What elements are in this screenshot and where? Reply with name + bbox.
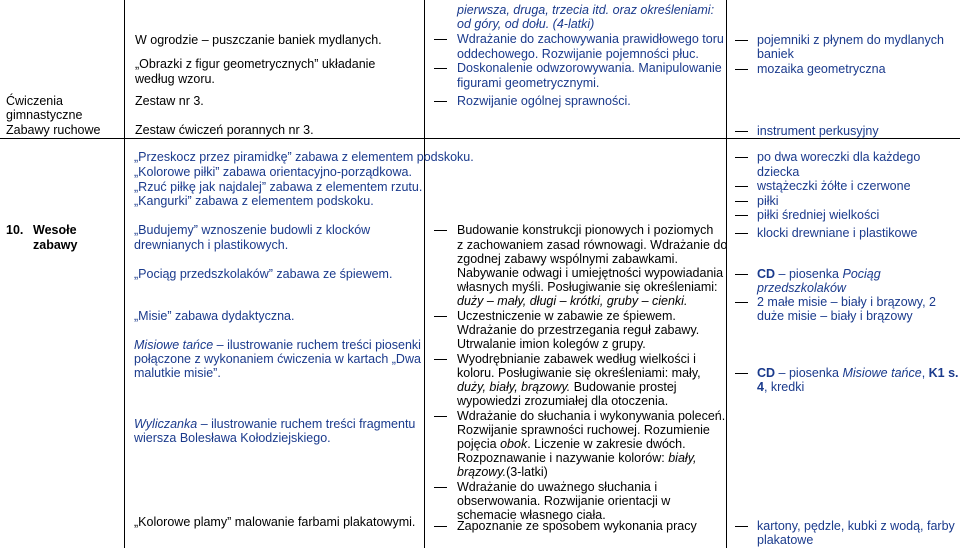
material-line: pojemniki z płynem do mydlanych [757,33,944,47]
goal-line: Rozwijanie sprawności ruchowej. Rozumienie [457,423,710,437]
label-cwiczenia: Ćwiczenia [6,94,63,108]
dash-bullet [735,274,748,275]
activity-line: Wyliczanka – ilustrowanie ruchem treści fragmentu [134,417,416,431]
dash-bullet [735,40,748,41]
activity-line: wiersza Bolesława Kołodziejskiego. [134,431,331,445]
goal-line: z zachowaniem zasad równowagi. Wdrażanie do [457,238,728,252]
dash-bullet [735,373,748,374]
material-line: CD – piosenka Misiowe tańce, K1 s. [757,366,959,380]
dash-bullet [434,39,447,40]
dash-bullet [735,69,748,70]
goal-line: Utrwalanie imion kolegów z grupy. [457,337,646,351]
dash-bullet [735,215,748,216]
material-line: piłki średniej wielkości [757,208,880,222]
top-activity-line: Zestaw nr 3. [135,94,204,108]
dash-bullet [434,416,447,417]
material-line: instrument perkusyjny [757,124,879,138]
goal-line: Wdrażanie do przestrzegania reguł zabawy. [457,323,700,337]
goal-line: obserwowania. Rozwijanie orientacji w [457,494,671,508]
goal-line: koloru. Posługiwanie się określeniami: mały, [457,366,701,380]
goal-line: Rozwijanie ogólnej sprawności. [457,94,631,108]
goal-line: duży – mały, długi – krótki, gruby – cienki. [457,294,688,308]
activity-line: „Budujemy” wznoszenie budowli z klocków [134,223,371,237]
goal-line: Wdrażanie do zachowywania prawidłowego toru [457,32,724,46]
dash-bullet [735,302,748,303]
activity-line: drewnianych i plastikowych. [134,238,289,252]
goal-line: Wdrażanie do uważnego słuchania i [457,480,658,494]
dash-bullet [735,131,748,132]
column-divider-3 [726,0,727,548]
material-line: wstążeczki żółte i czerwone [757,179,911,193]
top-activity-line: według wzoru. [135,72,215,86]
column-divider-1 [124,0,125,548]
goal-line: Zapoznanie ze sposobem wykonania pracy [457,519,697,533]
top-activity-line: „Obrazki z figur geometrycznych” układanie [135,57,376,71]
goal-line: zgodnej zabawy wspólnymi zabawkami. [457,252,678,266]
goal-line: Rozpoznawanie i nazywanie kolorów: biały, [457,451,697,465]
dash-bullet [434,359,447,360]
goal-line: Budowanie konstrukcji pionowych i poziomych [457,223,714,237]
material-line: duże misie – biały i brązowy [757,309,913,323]
goal-line: od góry, od dołu. (4-latki) [457,17,595,31]
material-line: piłki [757,194,779,208]
goal-line: własnych myśli. Posługiwanie się określeniami: [457,280,718,294]
dash-bullet [735,233,748,234]
goal-line: Uczestniczenie w zabawie ze śpiewem. [457,309,676,323]
material-line: dziecka [757,165,800,179]
activity-line: „Pociąg przedszkolaków” zabawa ze śpiewem. [134,267,393,281]
top-activity-line: Zestaw ćwiczeń porannych nr 3. [135,123,314,137]
goal-line: Doskonalenie odwzorowywania. Manipulowanie [457,61,722,75]
activity-line: „Kolorowe plamy” malowanie farbami plakatowymi. [134,515,416,529]
material-line: 2 małe misie – biały i brązowy, 2 [757,295,937,309]
activity-line: „Kolorowe piłki” zabawa orientacyjno-porządkowa. [134,165,412,179]
label-zabawy-ruchowe: Zabawy ruchowe [6,123,101,137]
goal-line: wypowiedzi zrozumiałej dla otoczenia. [457,394,669,408]
goal-line: Nabywanie odwagi i umiejętności wypowiadania [457,266,724,280]
activity-line: malutkie misie”. [134,366,221,380]
goal-line: oddechowego. Rozwijanie pojemności płuc. [457,47,699,61]
goal-line: figurami geometrycznymi. [457,76,600,90]
material-line: klocki drewniane i plastikowe [757,226,918,240]
goal-line: brązowy.(3-latki) [457,465,548,479]
dash-bullet [735,526,748,527]
activity-line: „Misie” zabawa dydaktyczna. [134,309,295,323]
material-line: baniek [757,47,794,61]
material-line: przedszkolaków [757,281,846,295]
label-gimnastyczne: gimnastyczne [6,108,83,122]
material-line: kartony, pędzle, kubki z wodą, farby [757,519,955,533]
goal-line: pierwsza, druga, trzecia itd. oraz określeniami: [457,3,715,17]
material-line: po dwa woreczki dla każdego [757,150,921,164]
dash-bullet [434,316,447,317]
dash-bullet [434,101,447,102]
topic-number: 10. [6,223,24,237]
activity-line: Misiowe tańce – ilustrowanie ruchem treści piosenki [134,338,421,352]
activity-line: połączone z wykonaniem ćwiczenia w kartach „Dwa [134,352,421,366]
dash-bullet [735,201,748,202]
goal-line: schemacie własnego ciała. [457,508,606,522]
dash-bullet [434,526,447,527]
topic-title: zabawy [33,238,78,252]
dash-bullet [434,68,447,69]
dash-bullet [434,230,447,231]
dash-bullet [735,157,748,158]
material-line: CD – piosenka Pociąg [757,267,881,281]
activity-line: „Przeskocz przez piramidkę” zabawa z elementem podskoku. [134,150,474,164]
top-activity-line: W ogrodzie – puszczanie baniek mydlanych. [135,33,382,47]
column-divider-2 [424,0,425,548]
activity-line: „Kangurki” zabawa z elementem podskoku. [134,194,374,208]
goal-line: Wyodrębnianie zabawek według wielkości i [457,352,696,366]
material-line: mozaika geometryczna [757,62,886,76]
material-line: plakatowe [757,533,814,547]
goal-line: pojęcia obok. Liczenie w zakresie dwóch. [457,437,686,451]
dash-bullet [434,487,447,488]
material-line: 4, kredki [757,380,805,394]
activity-line: „Rzuć piłkę jak najdalej” zabawa z elementem rzutu. [134,180,423,194]
topic-title: Wesołe [33,223,77,237]
dash-bullet [735,186,748,187]
goal-line: duży, biały, brązowy. Budowanie prostej [457,380,677,394]
goal-line: Wdrażanie do słuchania i wykonywania poleceń. [457,409,726,423]
